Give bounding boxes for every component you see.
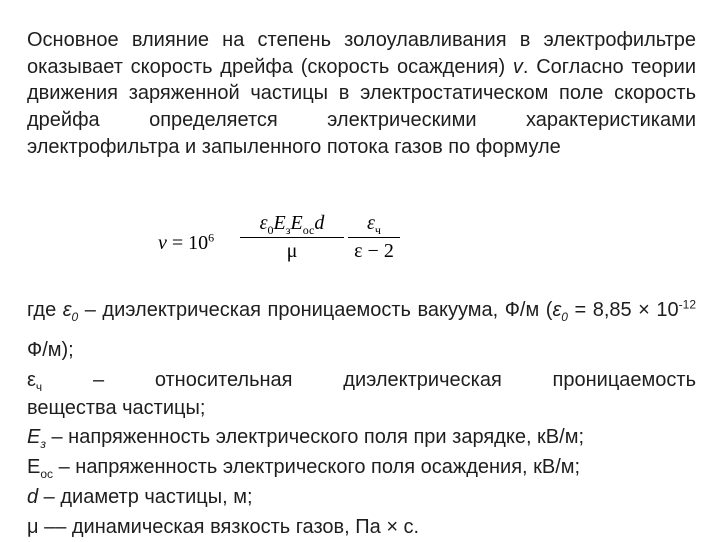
definition-epsilon-particle-cont: вещества частицы; [27,397,206,419]
formula-exponent: 6 [208,230,215,245]
fraction-2-numerator: $\varepsilon_ч$ [367,212,381,237]
fraction-1-numerator: $\varepsilon_0E_зE_{ос}d$ [259,212,325,237]
definition-epsilon0: где $\varepsilon_0$ – диэлектрическая проницаемость вакуума, Ф/м ($\varepsilon_0 = 8,85 \times 10^{-12}$ Ф/м); [27,297,696,361]
definitions-list [27,290,696,542]
intro-text-1: Основное влияние на степень золоулавливания в электрофильтре оказывает скорость дрейфа (скорость осаждения) [27,29,696,78]
intro-paragraph [27,27,696,161]
fraction-1-bar [240,237,344,238]
definition-charging-field: $E_з$ – напряженность электрического поля при зарядке, кВ/м; [27,426,585,451]
formula-fraction-1 [240,212,344,263]
formula-equals: = 10 [171,232,209,254]
formula-lhs: ν [158,232,167,254]
fraction-2-bar [348,237,400,238]
intro-text-2: . Согласно теории движения заряженной частицы в электростатическом поле скорость дрейфа определяется электрическими характеристиками электрофильтра и запыленного потока газов по формуле [27,55,696,158]
formula-fraction-2 [348,212,400,263]
definition-diameter: d – диаметр частицы, м; [27,486,253,508]
drift-velocity-formula [158,212,418,278]
fraction-2-denominator: ε − 2 [354,240,394,263]
definition-deposition-field: $E_{ос}$ – напряженность электрического поля осаждения, кВ/м; [27,456,581,481]
drift-velocity-symbol: v [512,55,523,78]
definition-viscosity: μ –– динамическая вязкость газов, Па × с. [27,516,420,538]
fraction-1-denominator: μ [286,240,298,263]
definition-epsilon-particle: $\varepsilon_ч$ – относительная диэлектрическая проницаемость [27,369,696,394]
